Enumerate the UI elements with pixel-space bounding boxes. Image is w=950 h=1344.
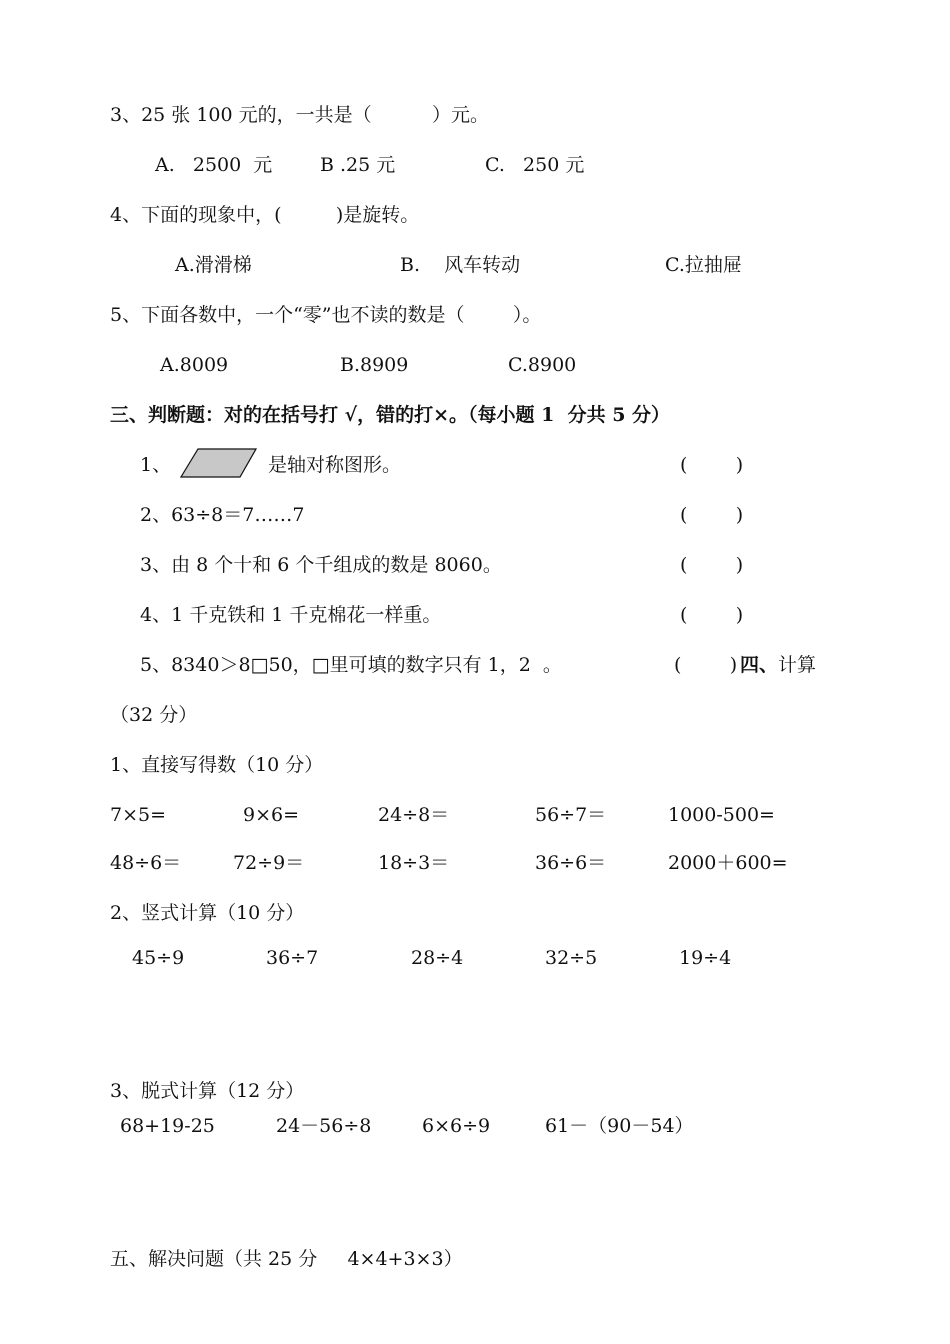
section-5-title: 五、解决问题（共 25 分 4×4+3×3） <box>110 1248 463 1270</box>
judge-3-answer-paren[interactable]: ( ) <box>680 554 744 576</box>
oral-calc-item: 24÷8＝ <box>378 804 450 826</box>
judge-3-text: 3、由 8 个十和 6 个千组成的数是 8060。 <box>140 554 502 576</box>
oral-calc-item: 36÷6＝ <box>535 852 607 874</box>
judge-2-text: 2、63÷8＝7……7 <box>140 504 305 526</box>
step-calc-item: 61－（90－54） <box>545 1115 694 1137</box>
question-4-option-b: B. 风车转动 <box>400 254 521 276</box>
section-4-title <box>740 656 816 675</box>
question-5-option-a: A.8009 <box>160 354 229 376</box>
calc-3-title: 3、脱式计算（12 分） <box>110 1080 305 1102</box>
step-calc-item: 68+19-25 <box>120 1115 215 1137</box>
judge-5-text: 5、8340＞8□50，□里可填的数字只有 1，2 。 <box>140 654 562 676</box>
calc-2-title: 2、竖式计算（10 分） <box>110 902 305 924</box>
step-calc-item: 6×6÷9 <box>422 1115 491 1137</box>
calc-1-title: 1、直接写得数（10 分） <box>110 754 324 776</box>
oral-calc-item: 72÷9＝ <box>233 852 305 874</box>
judge-4-answer-paren[interactable]: ( ) <box>680 604 744 626</box>
oral-calc-item: 56÷7＝ <box>535 804 607 826</box>
question-5-text: 5、下面各数中，一个“零”也不读的数是（ ）。 <box>110 304 542 326</box>
section-3-title: 三、判断题：对的在括号打 √，错的打×。（每小题 1 分共 5 分） <box>110 404 671 426</box>
question-4-text: 4、下面的现象中，( )是旋转。 <box>110 204 420 226</box>
judge-1-answer-paren[interactable]: ( ) <box>680 454 744 476</box>
section-4-score: （32 分） <box>110 704 198 726</box>
vertical-calc-item: 32÷5 <box>545 947 598 969</box>
oral-calc-item: 2000＋600= <box>668 852 788 874</box>
oral-calc-item: 18÷3＝ <box>378 852 450 874</box>
judge-1-text: 是轴对称图形。 <box>268 454 402 476</box>
vertical-calc-item: 19÷4 <box>679 947 732 969</box>
question-5-option-b: B.8909 <box>340 354 409 376</box>
parallelogram-figure <box>180 448 258 478</box>
oral-calc-item: 9×6= <box>243 804 300 826</box>
judge-1-number: 1、 <box>140 454 172 476</box>
oral-calc-item: 48÷6＝ <box>110 852 182 874</box>
question-3-option-b: B .25 元 <box>320 154 396 176</box>
section-4-title-number: 四、 <box>740 654 779 676</box>
oral-calc-item: 1000-500= <box>668 804 775 826</box>
question-3-option-c: C. 250 元 <box>485 154 585 176</box>
judge-5-answer-paren[interactable]: ( ) <box>674 654 738 676</box>
judge-2-answer-paren[interactable]: ( ) <box>680 504 744 526</box>
oral-calc-item: 7×5= <box>110 804 167 826</box>
question-5-option-c: C.8900 <box>508 354 577 376</box>
question-3-text: 3、25 张 100 元的，一共是（ ）元。 <box>110 104 490 126</box>
section-4-title-text: 计算 <box>778 654 817 676</box>
vertical-calc-item: 45÷9 <box>132 947 185 969</box>
judge-4-text: 4、1 千克铁和 1 千克棉花一样重。 <box>140 604 442 626</box>
question-4-option-a: A.滑滑梯 <box>175 254 252 276</box>
question-4-option-c: C.拉抽屉 <box>665 254 742 276</box>
question-3-option-a: A. 2500 元 <box>155 154 273 176</box>
step-calc-item: 24－56÷8 <box>276 1115 372 1137</box>
vertical-calc-item: 28÷4 <box>411 947 464 969</box>
vertical-calc-item: 36÷7 <box>266 947 319 969</box>
